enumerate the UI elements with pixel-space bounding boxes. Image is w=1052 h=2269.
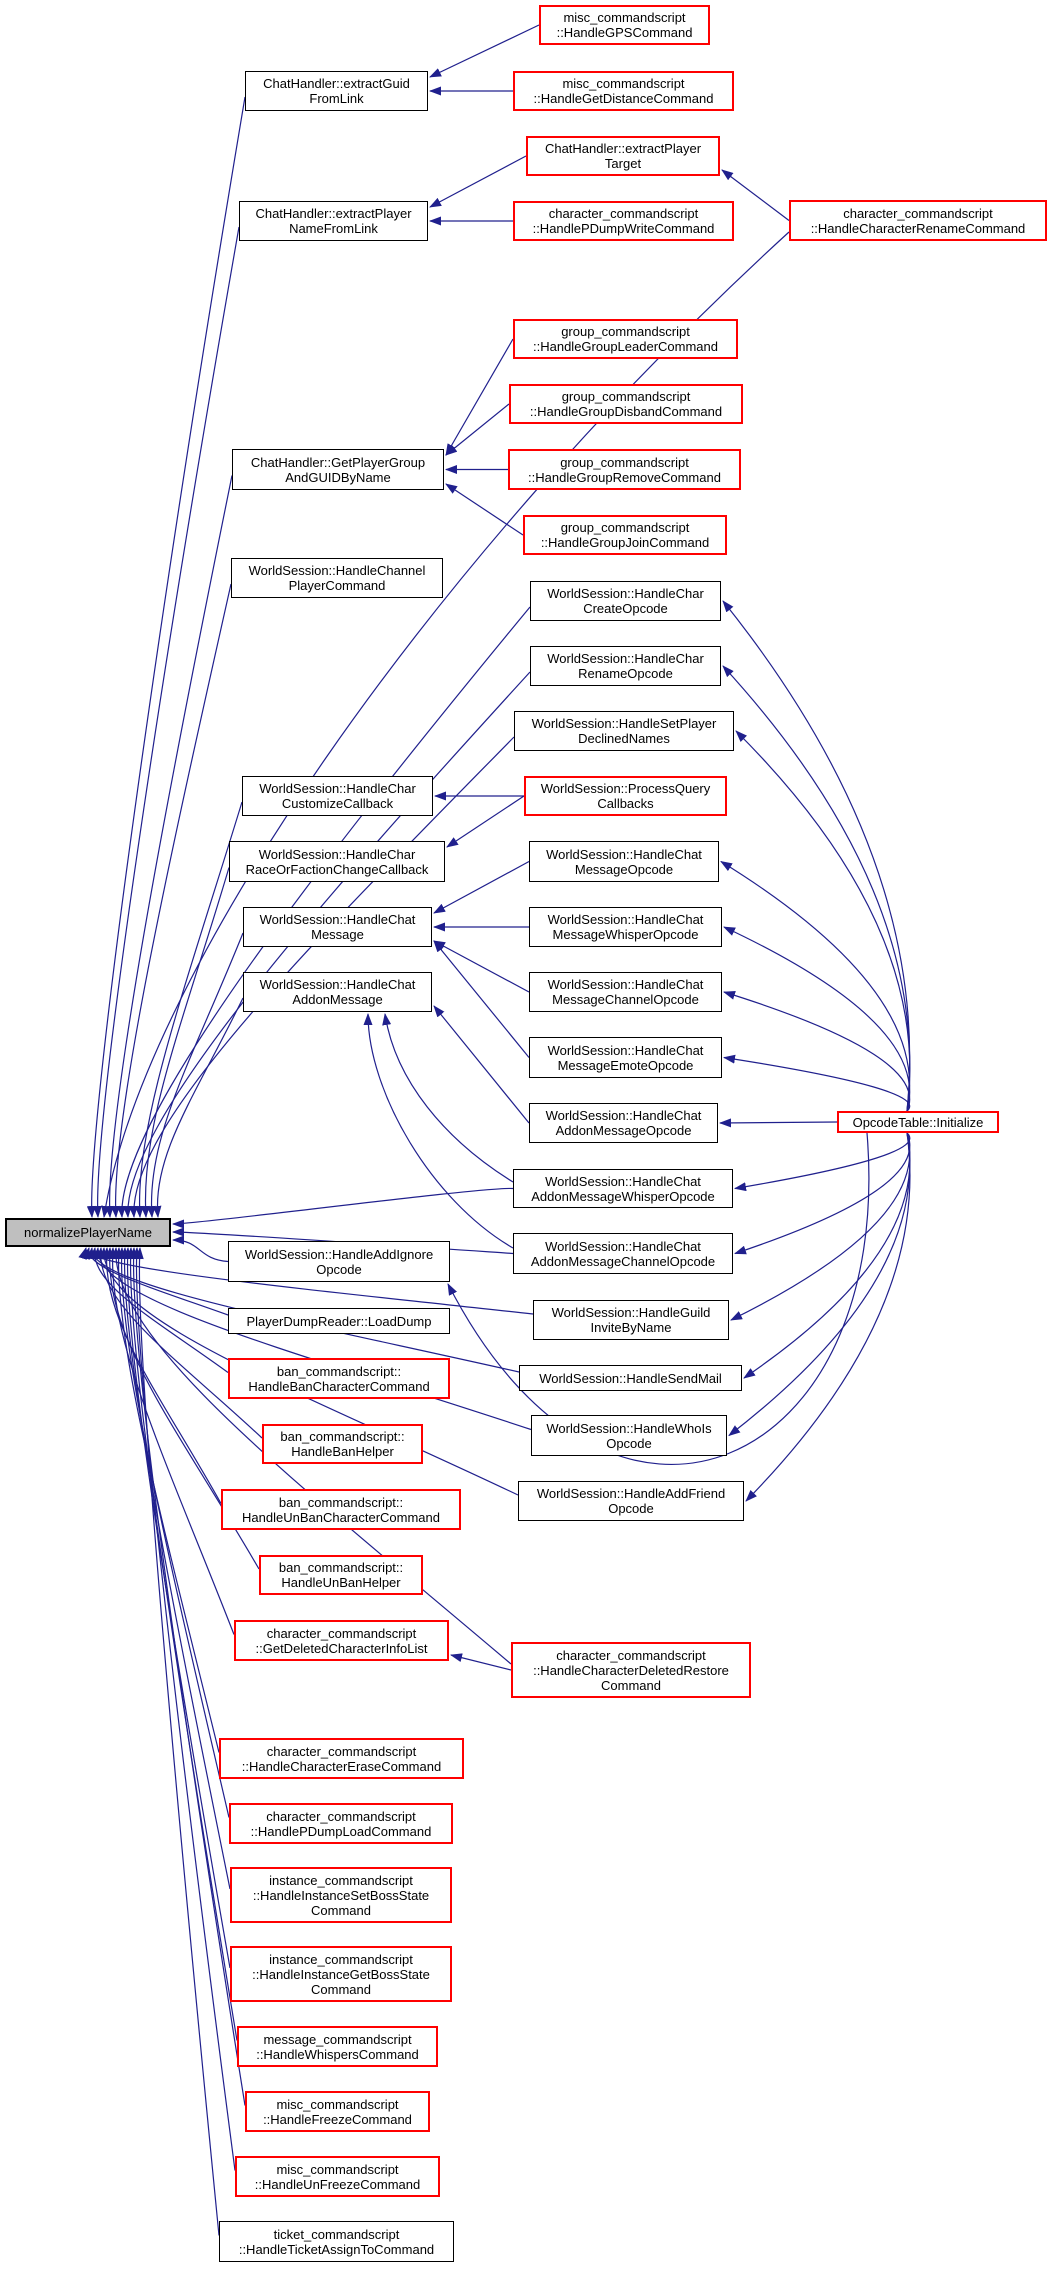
edge-extractPlayerName-normalizePlayerName <box>98 227 239 1217</box>
node-label-line: WorldSession::HandleChannel <box>248 563 426 578</box>
node-label-line: HandleUnBanHelper <box>281 1575 401 1590</box>
edge-addonChannelOp-chatAddonMessage <box>368 1014 513 1248</box>
node-label-line: OpcodeTable::Initialize <box>852 1114 984 1130</box>
node-unFreeze[interactable] <box>235 2156 440 2197</box>
node-label-line: character_commandscript <box>548 206 699 221</box>
node-label-line: HandleBanHelper <box>291 1444 394 1459</box>
node-label-line: group_commandscript <box>561 324 690 339</box>
node-label-line: ::HandleWhispersCommand <box>256 2046 419 2062</box>
node-label-line: WorldSession::HandleChat <box>547 977 704 992</box>
node-label-line: group_commandscript <box>560 520 690 535</box>
node-label-line: ::HandlePDumpLoadCommand <box>250 1823 432 1839</box>
node-ticketAssign[interactable] <box>219 2221 454 2262</box>
node-label-line: MessageChannelOpcode <box>552 992 699 1007</box>
node-label-line: WorldSession::HandleChat <box>546 846 702 862</box>
node-label-line: ::HandleGroupRemoveCommand <box>528 469 721 485</box>
node-label-line: AddonMessageChannelOpcode <box>530 1253 716 1269</box>
node-charErase[interactable] <box>219 1738 464 1779</box>
node-channelPlayer[interactable] <box>231 558 443 598</box>
node-opcodeTable[interactable] <box>837 1111 999 1133</box>
node-label-line: WorldSession::HandleChat <box>545 1238 701 1254</box>
node-chatMessage[interactable] <box>243 907 432 947</box>
node-groupJoin[interactable] <box>523 515 727 555</box>
node-addonChannelOp[interactable] <box>513 1233 733 1274</box>
node-raceOrFaction[interactable] <box>229 841 445 882</box>
edge-opcodeTable-guildInvite <box>731 1133 910 1320</box>
node-label-line: WorldSession::HandleChar <box>547 586 704 601</box>
node-charCustomize[interactable] <box>242 776 433 816</box>
node-label-line: PlayerDumpReader::LoadDump <box>246 1313 432 1329</box>
edge-chatChannelOp-chatMessage <box>434 941 529 992</box>
edge-unBanCharacter-normalizePlayerName <box>107 1248 221 1504</box>
node-chatEmoteOp[interactable] <box>529 1037 722 1078</box>
node-label-line: WorldSession::HandleChat <box>547 1042 704 1058</box>
edge-deletedRestore-getDeletedInfo <box>451 1655 511 1670</box>
node-label-line: WorldSession::HandleChat <box>547 912 704 927</box>
node-banCharacter[interactable] <box>228 1358 450 1399</box>
node-label-line: WorldSession::HandleAddIgnore <box>244 1246 434 1262</box>
node-label-line: HandleBanCharacterCommand <box>248 1378 430 1394</box>
node-label-line: RaceOrFactionChangeCallback <box>245 861 429 877</box>
node-label-line: ban_commandscript:: <box>278 1560 404 1575</box>
node-label-line: WorldSession::HandleChat <box>259 912 416 927</box>
node-extractPlayerName[interactable] <box>239 201 428 241</box>
node-label-line: message_commandscript <box>263 2031 412 2047</box>
node-label-line: Opcode <box>316 1261 362 1277</box>
node-extractPlayerTarget[interactable] <box>526 136 720 176</box>
node-loadDump[interactable] <box>228 1308 450 1334</box>
node-chatMsgOp[interactable] <box>529 841 719 882</box>
node-whispers[interactable] <box>237 2026 438 2067</box>
node-banHelper[interactable] <box>262 1424 423 1464</box>
node-label-line: Opcode <box>608 1501 654 1516</box>
node-label-line: ::HandleGroupLeaderCommand <box>533 339 718 354</box>
node-label-line: Message <box>311 927 364 942</box>
node-extractGuid[interactable] <box>245 71 428 111</box>
node-pdumpWrite[interactable] <box>513 201 734 241</box>
node-unBanCharacter[interactable] <box>221 1489 461 1530</box>
node-label-line: ::HandleCharacterEraseCommand <box>241 1758 442 1774</box>
node-pdumpLoad[interactable] <box>229 1803 453 1844</box>
node-label-line: ::HandleTicketAssignToCommand <box>238 2241 435 2257</box>
edge-groupJoin-getPlayerGroup <box>446 484 523 535</box>
node-label-line: misc_commandscript <box>562 76 685 91</box>
node-addonWhisperOp[interactable] <box>513 1169 733 1208</box>
node-label-line: character_commandscript <box>266 1625 417 1641</box>
node-groupLeader[interactable] <box>513 319 738 359</box>
node-getDistance[interactable] <box>513 71 734 111</box>
node-label-line: character_commandscript <box>843 205 993 221</box>
node-label-line: AndGUIDByName <box>285 469 391 485</box>
node-gps[interactable] <box>539 5 710 45</box>
edge-opcodeTable-sendMail <box>744 1133 910 1378</box>
node-charRenameOp[interactable] <box>530 646 721 686</box>
node-label-line: character_commandscript <box>266 1808 416 1824</box>
node-label-line: ::HandleInstanceGetBossState <box>252 1966 430 1982</box>
node-label-line: AddonMessageWhisperOpcode <box>531 1188 715 1204</box>
node-label-line: instance_commandscript <box>269 1951 413 1967</box>
node-label-line: HandleUnBanCharacterCommand <box>242 1509 440 1525</box>
edge-addonWhisperOp-chatAddonMessage <box>385 1014 513 1182</box>
edge-groupLeader-getPlayerGroup <box>446 339 513 455</box>
node-label-line: FromLink <box>309 91 364 106</box>
node-chatAddonMessage[interactable] <box>243 972 432 1012</box>
node-label-line: ::HandlePDumpWriteCommand <box>532 221 715 236</box>
node-label-line: Command <box>311 1981 371 1997</box>
node-guildInvite[interactable] <box>533 1300 729 1340</box>
node-label-line: ::HandleFreezeCommand <box>263 2111 412 2127</box>
node-label-line: PlayerCommand <box>288 578 386 593</box>
node-label-line: WorldSession::HandleChar <box>547 651 704 666</box>
node-label-line: WorldSession::HandleGuild <box>551 1305 711 1320</box>
edge-opcodeTable-whoIs <box>729 1133 910 1436</box>
node-unBanHelper[interactable] <box>259 1555 423 1595</box>
node-label-line: ::HandleGroupJoinCommand <box>540 535 710 550</box>
edge-opcodeTable-charCreate <box>723 601 910 1111</box>
node-label-line: CreateOpcode <box>583 601 668 616</box>
node-label-line: ChatHandler::GetPlayerGroup <box>250 454 426 470</box>
node-label-line: ::HandleGPSCommand <box>556 25 693 40</box>
node-chatWhisperOp[interactable] <box>529 907 722 947</box>
edge-charCustomize-normalizePlayerName <box>140 802 242 1217</box>
node-label-line: misc_commandscript <box>563 10 686 25</box>
node-setPlayerDeclined[interactable] <box>514 711 734 751</box>
node-sendMail[interactable] <box>519 1365 742 1391</box>
node-label-line: ban_commandscript:: <box>276 1363 402 1379</box>
edge-opcodeTable-chatAddonMsgOp <box>720 1122 837 1123</box>
node-label-line: Target <box>604 156 642 171</box>
node-groupDisband[interactable] <box>509 384 743 424</box>
node-label-line: CustomizeCallback <box>281 796 394 811</box>
node-label-line: ban_commandscript:: <box>280 1429 405 1444</box>
node-chatAddonMsgOp[interactable] <box>529 1103 718 1143</box>
edge-opcodeTable-addonChannelOp <box>735 1133 910 1254</box>
node-label-line: DeclinedNames <box>578 731 670 746</box>
edge-opcodeTable-chatChannelOp <box>724 992 910 1111</box>
node-label-line: Command <box>601 1677 661 1693</box>
node-label-line: NameFromLink <box>289 221 378 236</box>
edge-channelPlayer-normalizePlayerName <box>116 584 231 1217</box>
edge-ticketAssign-normalizePlayerName <box>139 1248 219 2236</box>
node-label-line: group_commandscript <box>561 389 691 404</box>
node-label-line: MessageOpcode <box>574 861 674 877</box>
node-label-line: Callbacks <box>597 796 654 811</box>
node-label-line: InviteByName <box>590 1320 672 1335</box>
edge-chatMsgOp-chatMessage <box>434 862 529 914</box>
edge-extractPlayerTarget-extractPlayerName <box>430 156 526 207</box>
node-label-line: WorldSession::HandleChat <box>545 1173 701 1189</box>
node-label-line: WorldSession::HandleAddFriend <box>536 1486 726 1501</box>
node-label-line: Opcode <box>606 1435 652 1451</box>
node-label-line: Command <box>311 1902 371 1918</box>
node-chatChannelOp[interactable] <box>529 972 722 1012</box>
node-deletedRestore[interactable] <box>511 1642 751 1698</box>
node-label-line: MessageEmoteOpcode <box>557 1057 694 1073</box>
node-getDeletedInfo[interactable] <box>234 1620 449 1661</box>
node-label-line: group_commandscript <box>560 454 689 470</box>
edge-opcodeTable-chatEmoteOp <box>724 1058 910 1112</box>
edge-banCharacter-normalizePlayerName <box>95 1248 228 1373</box>
edge-groupDisband-getPlayerGroup <box>446 404 509 455</box>
node-label-line: WorldSession::HandleSendMail <box>539 1370 722 1386</box>
node-freeze[interactable] <box>245 2091 430 2132</box>
node-label-line: normalizePlayerName <box>24 1225 152 1240</box>
node-label-line: WorldSession::HandleChat <box>259 977 416 992</box>
node-normalizePlayerName <box>5 1218 171 1247</box>
node-getPlayerGroup[interactable] <box>232 449 444 490</box>
edge-opcodeTable-chatWhisperOp <box>724 927 910 1111</box>
node-label-line: WorldSession::ProcessQuery <box>540 781 711 796</box>
node-label-line: WorldSession::HandleChat <box>545 1108 702 1123</box>
edge-processQuery-raceOrFaction <box>447 796 524 847</box>
node-label-line: ::GetDeletedCharacterInfoList <box>255 1640 428 1656</box>
edge-opcodeTable-setPlayerDeclined <box>736 731 910 1111</box>
node-label-line: WorldSession::HandleWhoIs <box>546 1420 712 1436</box>
node-processQuery[interactable] <box>524 776 727 816</box>
node-label-line: ::HandleGetDistanceCommand <box>533 91 714 106</box>
edge-opcodeTable-charRenameOp <box>723 666 910 1111</box>
node-label-line: ticket_commandscript <box>273 2226 400 2242</box>
node-label-line: WorldSession::HandleChar <box>258 846 416 862</box>
edge-addIgnore-normalizePlayerName <box>173 1240 228 1262</box>
node-label-line: misc_commandscript <box>276 2161 399 2177</box>
node-label-line: instance_commandscript <box>269 1872 413 1888</box>
node-label-line: ::HandleInstanceSetBossState <box>252 1887 430 1903</box>
node-label-line: misc_commandscript <box>276 2096 399 2112</box>
node-whoIs[interactable] <box>531 1415 727 1456</box>
edge-chatEmoteOp-chatMessage <box>434 941 529 1058</box>
node-label-line: ::HandleCharacterDeletedRestore <box>533 1662 729 1678</box>
node-charCreate[interactable] <box>530 581 721 621</box>
node-label-line: AddonMessage <box>292 992 383 1007</box>
node-label-line: MessageWhisperOpcode <box>552 927 699 942</box>
node-label-line: ban_commandscript:: <box>278 1494 404 1510</box>
node-addFriend[interactable] <box>518 1481 744 1521</box>
node-label-line: ::HandleCharacterRenameCommand <box>810 220 1026 236</box>
node-instGetBoss[interactable] <box>230 1946 452 2002</box>
node-instSetBoss[interactable] <box>230 1867 452 1923</box>
edge-gps-extractGuid <box>430 25 539 77</box>
node-charRenameCmd[interactable] <box>789 200 1047 241</box>
node-label-line: character_commandscript <box>266 1743 417 1759</box>
node-label-line: RenameOpcode <box>578 666 673 681</box>
node-groupRemove[interactable] <box>508 449 741 490</box>
node-label-line: ::HandleGroupDisbandCommand <box>529 404 723 419</box>
node-label-line: character_commandscript <box>556 1647 706 1663</box>
edge-opcodeTable-addFriend <box>746 1133 910 1501</box>
edge-chatAddonMsgOp-chatAddonMessage <box>434 1006 529 1123</box>
node-label-line: ChatHandler::extractPlayer <box>255 206 412 221</box>
edge-opcodeTable-addonWhisperOp <box>735 1133 910 1189</box>
node-label-line: WorldSession::HandleChar <box>259 781 416 796</box>
node-label-line: AddonMessageOpcode <box>555 1123 692 1138</box>
node-label-line: WorldSession::HandleSetPlayer <box>531 716 717 731</box>
node-label-line: ::HandleUnFreezeCommand <box>254 2176 421 2192</box>
node-addIgnore[interactable] <box>228 1241 450 1282</box>
node-label-line: ChatHandler::extractGuid <box>263 76 410 91</box>
node-label-line: ChatHandler::extractPlayer <box>544 141 702 156</box>
edge-addonWhisperOp-normalizePlayerName <box>173 1188 513 1224</box>
